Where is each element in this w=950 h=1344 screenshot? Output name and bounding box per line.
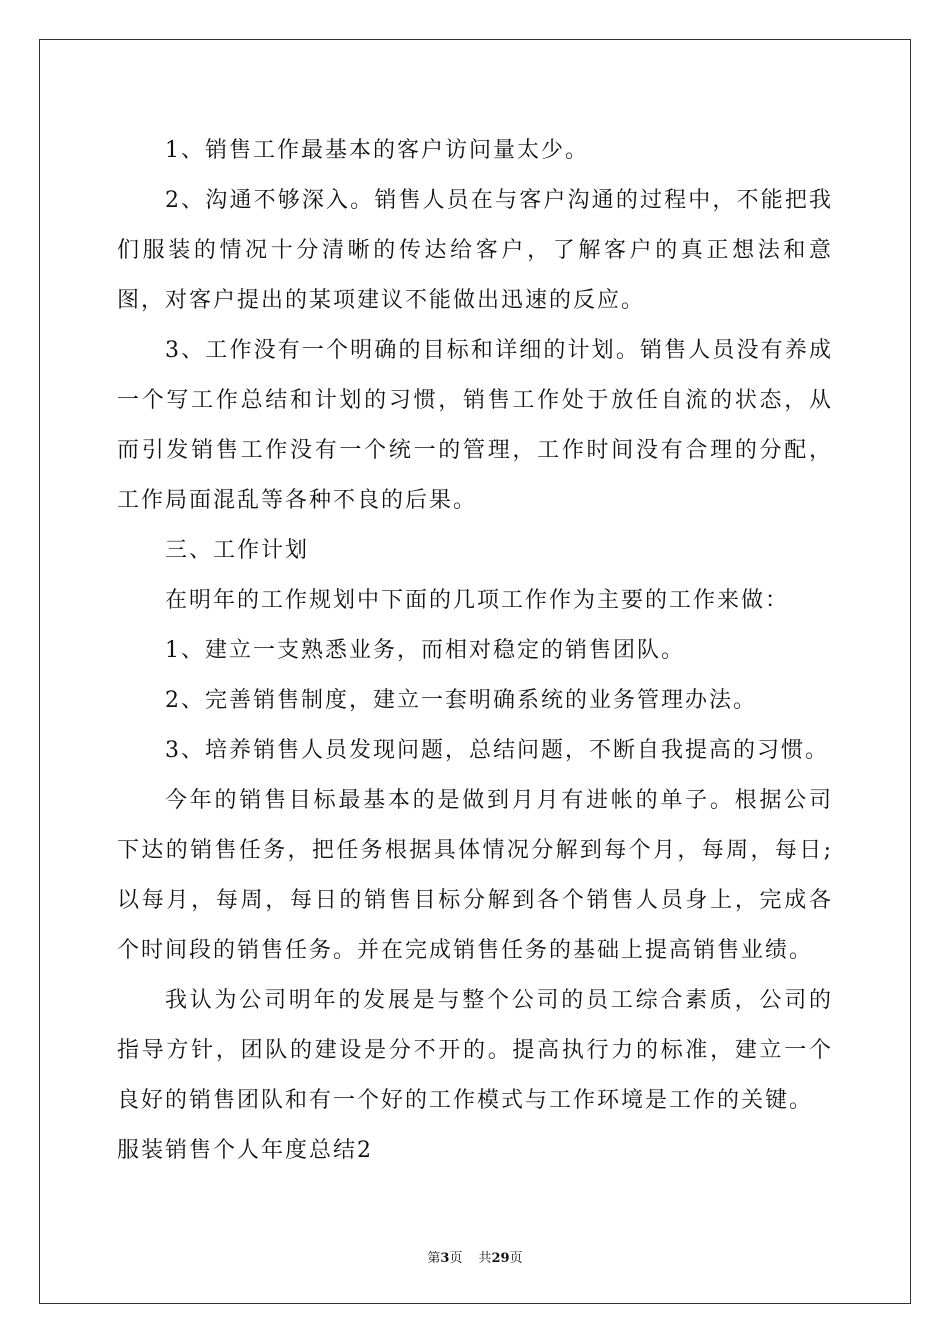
paragraph-issue-2: 2、沟通不够深入。销售人员在与客户沟通的过程中，不能把我们服装的情况十分清晰的传达给客户，了解客户的真正想法和意图，对客户提出的某项建议不能做出迅速的反应。	[117, 188, 833, 313]
paragraph-plan-1: 1、建立一支熟悉业务，而相对稳定的销售团队。	[165, 638, 685, 663]
document-title-next: 服装销售个人年度总结2	[117, 1138, 373, 1163]
footer-page-number: 3	[440, 1251, 450, 1266]
paragraph-issue-3: 3、工作没有一个明确的目标和详细的计划。销售人员没有养成一个写工作总结和计划的习惯，销售工作处于放任自流的状态，从而引发销售工作没有一个统一的管理，工作时间没有合理的分配，工作局面混乱等各种不良的后果。	[117, 338, 833, 513]
paragraph-issue-1: 1、销售工作最基本的客户访问量太少。	[165, 138, 589, 163]
footer-total-pages: 29	[491, 1251, 510, 1266]
footer-page-suffix: 页	[449, 1251, 463, 1266]
footer-page-prefix: 第	[427, 1251, 441, 1266]
paragraph-plan-intro: 在明年的工作规划中下面的几项工作作为主要的工作来做：	[165, 588, 790, 613]
paragraph-plan-2: 2、完善销售制度，建立一套明确系统的业务管理办法。	[165, 688, 757, 713]
footer-total-suffix: 页	[509, 1251, 523, 1266]
paragraph-sales-target: 今年的销售目标最基本的是做到月月有进帐的单子。根据公司下达的销售任务，把任务根据具体情况分解到每个月，每周，每日;以每月，每周，每日的销售目标分解到各个销售人员身上，完成各个时间段的销售任务。并在完成销售任务的基础上提高销售业绩。	[117, 788, 833, 963]
page-footer	[0, 1247, 950, 1266]
section-heading-work-plan: 三、工作计划	[165, 538, 310, 563]
paragraph-company-development: 我认为公司明年的发展是与整个公司的员工综合素质，公司的指导方针，团队的建设是分不开的。提高执行力的标准，建立一个良好的销售团队和有一个好的工作模式与工作环境是工作的关键。	[117, 988, 833, 1113]
paragraph-plan-3: 3、培养销售人员发现问题，总结问题，不断自我提高的习惯。	[165, 738, 829, 763]
footer-total-prefix: 共	[478, 1251, 492, 1266]
document-body	[117, 126, 833, 1176]
